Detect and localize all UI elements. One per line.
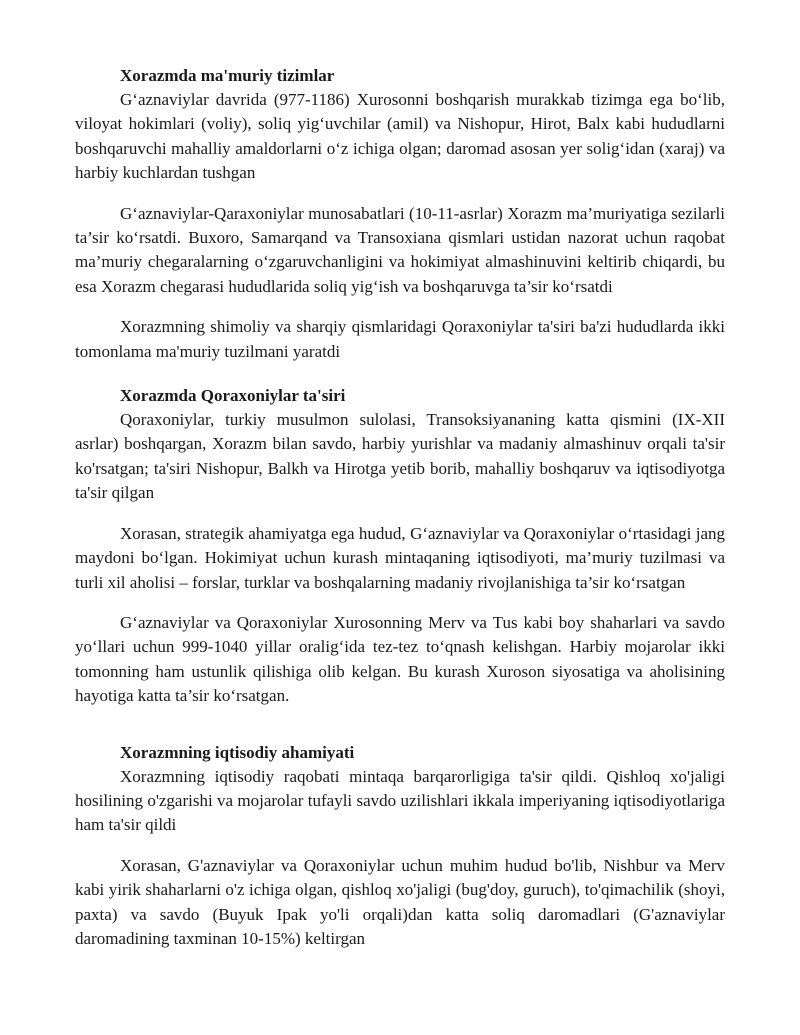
paragraph: Xorasan, strategik ahamiyatga ega hudud, G‘aznaviylar va Qoraxoniylar o‘rtasidagi jang maydoni bo‘lgan. Hokimiyat uchun kurash mintaqaning iqtisodiyoti, ma’muriy tuzilmasi va turli xil aholisi – forslar, turklar va boshqalarning madaniy rivojlanishiga ta’sir ko‘rsatgan <box>75 523 725 592</box>
section-heading: Xorazmda Qoraxoniylar ta'siri <box>120 386 346 406</box>
paragraph: Xorazmning iqtisodiy raqobati mintaqa barqarorligiga ta'sir qildi. Qishloq xo'jaligi hosilining o'zgarishi va mojarolar tufayli savdo uzilishlari ikkala imperiyaning iqtisodiyotlariga ham ta'sir qildi <box>75 766 725 835</box>
section-heading: Xorazmning iqtisodiy ahamiyati <box>120 742 355 762</box>
section-heading: Xorazmda ma'muriy tizimlar <box>120 66 335 85</box>
paragraph: Xorasan, G'aznaviylar va Qoraxoniylar uchun muhim hudud bo'lib, Nishbur va Merv kabi yirik shaharlarni o'z ichiga olgan, qishloq xo'jaligi (bug'doy, guruch), to'qimachilik (shoyi, paxta) va savdo (Buyuk Ipak yo'li orqali)dan katta soliq daromadlari (G'aznaviylar daromadining taxminan 10-15%) keltirgan <box>75 855 725 948</box>
paragraph: G‘aznaviylar-Qaraxoniylar munosabatlari (10-11-asrlar) Xorazm ma’muriyatiga sezilarli ta’sir ko‘rsatdi. Buxoro, Samarqand va Transoxiana qismlari ustidan nazorat uchun raqobat ma’muriy chegaralarning o‘zgaruvchanligini va hokimiyat almashinuvini keltirib chiqardi, bu esa Xorazm chegarasi hududlarida soliq yig‘ish va boshqaruvga ta’sir ko‘rsatdi <box>75 203 725 296</box>
document-page <box>75 64 725 951</box>
paragraph: G‘aznaviylar davrida (977-1186) Xurosonni boshqarish murakkab tizimga ega bo‘lib, viloyat hokimlari (voliy), soliq yig‘uvchilar (amil) va Nishopur, Hirot, Balx kabi hududlarni boshqaruvchi mahalliy amaldorlarni o‘z ichiga olgan; daromad asosan yer solig‘idan (xaraj) va harbiy kuchlardan tushgan <box>75 90 725 183</box>
paragraph: Xorazmning shimoliy va sharqiy qismlaridagi Qoraxoniylar ta'siri ba'zi hududlarda ikki tomonlama ma'muriy tuzilmani yaratdi <box>75 317 725 361</box>
paragraph: Qoraxoniylar, turkiy musulmon sulolasi, Transoksiyananing katta qismini (IX-XII asrlar) boshqargan, Xorazm bilan savdo, harbiy yurishlar va madaniy almashinuv orqali ta'sir ko'rsatgan; ta'siri Nishopur, Balkh va Hirotga yetib borib, mahalliy boshqaruv va iqtisodiyotga ta'sir qilgan <box>75 410 725 503</box>
paragraph: G‘aznaviylar va Qoraxoniylar Xurosonning Merv va Tus kabi boy shaharlari va savdo yo‘llari uchun 999-1040 yillar oralig‘ida tez-tez to‘qnash kelishgan. Harbiy mojarolar ikki tomonning ham ustunlik qilishiga olib kelgan. Bu kurash Xuroson siyosatiga va aholisining hayotiga katta ta’sir ko‘rsatgan. <box>75 612 725 706</box>
